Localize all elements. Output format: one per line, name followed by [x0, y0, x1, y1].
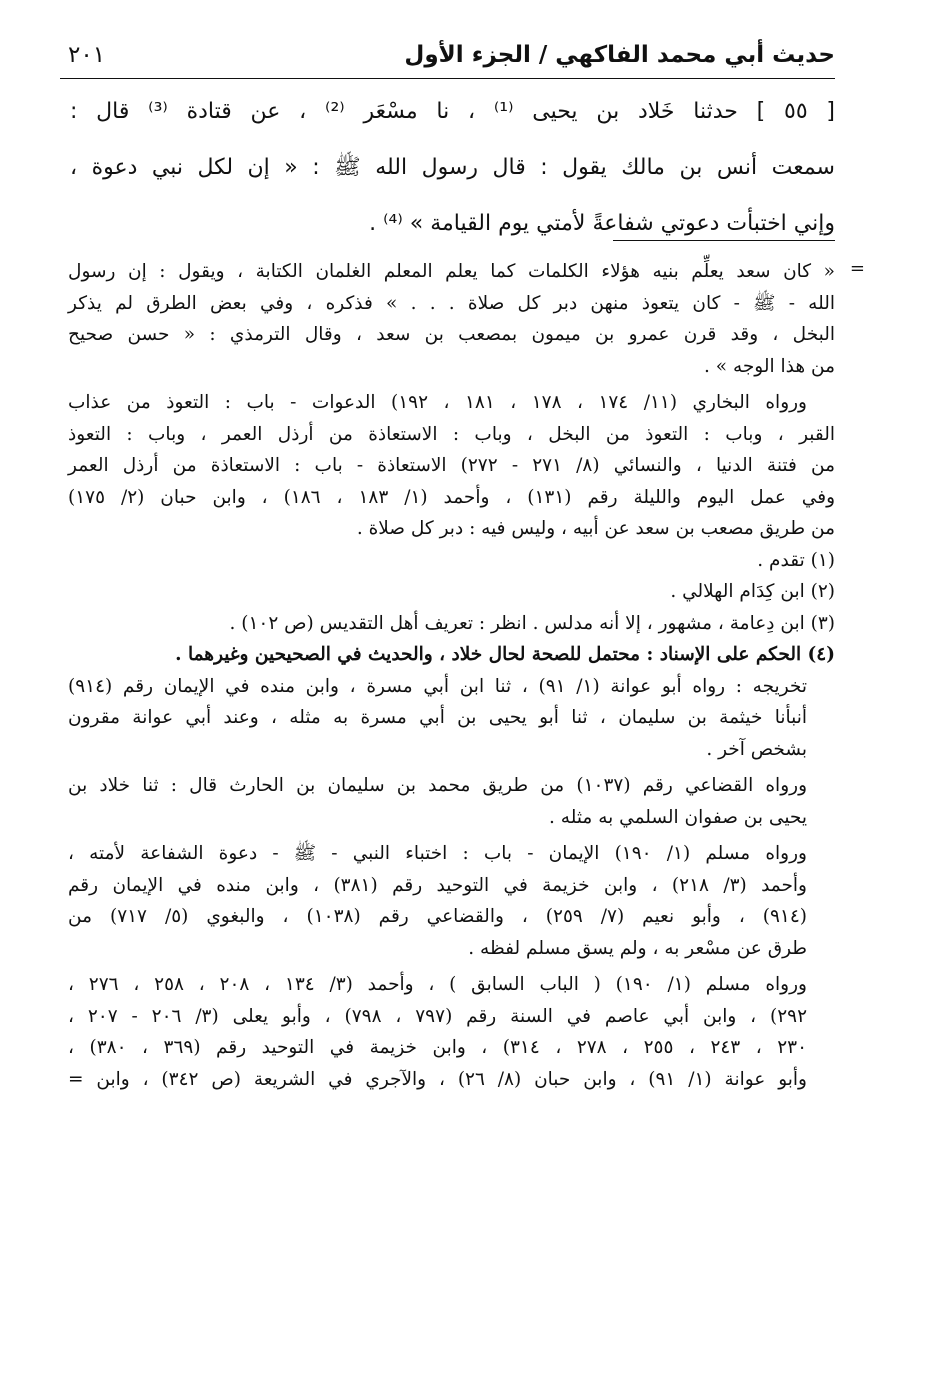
- footnote-line: « كان سعد يعلِّم بنيه هؤلاء الكلمات كما يعلم المعلم الغلمان الكتابة ، ويقول : إن رسول: [68, 261, 835, 282]
- footnote-line: ورواه البخاري (١١/ ١٧٤ ، ١٧٨ ، ١٨١ ، ١٩٢) الدعوات - باب : التعوذ من عذاب: [68, 392, 807, 413]
- footnote-line: وفي عمل اليوم والليلة رقم (١٣١) ، وأحمد (١/ ١٨٣ ، ١٨٦) ، وابن حبان (٢/ ١٧٥): [68, 486, 836, 508]
- page-header: [60, 38, 835, 79]
- running-title: حديث أبي محمد الفاكهي / الجزء الأول: [404, 42, 835, 68]
- hadith-text: [70, 84, 835, 252]
- footnote-line: ٢٩٢) ، وابن أبي عاصم في السنة رقم (٧٩٧ ، ٧٩٨) ، وأبو يعلى (٣/ ٢٠٦ - ٢٠٧ ،: [68, 1005, 808, 1027]
- footnote-2: (٢) ابن كِدَام الهلالي .: [670, 581, 835, 602]
- footnotes: [68, 256, 865, 1095]
- footnote-line: من فتنة الدنيا ، والنسائي (٨/ ٢٧١ - ٢٧٢) الاستعاذة - باب : الاستعاذة من أرذل العمر: [68, 455, 835, 476]
- footnote-3: (٣) ابن دِعامة ، مشهور ، إلا أنه مدلس . انظر : تعريف أهل التقديس (ص ١٠٢) .: [229, 612, 835, 634]
- footnote-4: (٤) الحكم على الإسناد : محتمل للصحة لحال خلاد ، والحديث في الصحيحين وغيرهما .: [175, 644, 835, 665]
- footnote-line: القبر ، وباب : التعوذ من البخل ، وباب : الاستعاذة من أرذل العمر ، وباب : التعوذ: [68, 423, 835, 445]
- footnote-line: من طريق مصعب بن سعد عن أبيه ، وليس فيه : دبر كل صلاة .: [356, 518, 835, 539]
- footnote-line: طرق عن مسْعر به ، ولم يسق مسلم لفظه .: [468, 937, 807, 959]
- footnote-line: تخريجه : رواه أبو عوانة (١/ ٩١) ، ثنا ابن أبي مسرة ، وابن منده في الإيمان رقم (٩١٤): [68, 675, 807, 697]
- footnote-line: ورواه مسلم (١/ ١٩٠) ( الباب السابق ) ، وأحمد (٣/ ١٣٤ ، ٢٠٨ ، ٢٥٨ ، ٢٧٦ ،: [68, 974, 807, 995]
- footnote-line: وأبو عوانة (١/ ٩١) ، وابن حبان (٨/ ٢٦) ، والآجري في الشريعة (ص ٣٤٢) ، وابن =: [68, 1068, 807, 1090]
- footnote-line: يحيى بن صفوان السلمي به مثله .: [549, 806, 807, 828]
- footnote-line: من هذا الوجه » .: [703, 355, 835, 377]
- continuation-mark: =: [849, 258, 865, 279]
- hadith-line: [ ٥٥ ] حدثنا خَلاد بن يحيى ⁽¹⁾ ، نا مسْعَر ⁽²⁾ ، عن قتادة ⁽³⁾ قال :: [70, 99, 835, 124]
- footnote-line: الله - ﷺ - كان يتعوذ منهن دبر كل صلاة . . . » فذكره ، وفي بعض الطرق لم يذكر: [68, 292, 835, 314]
- footnote-separator: [613, 240, 835, 241]
- footnote-line: وأحمد (٣/ ٢١٨) ، وابن خزيمة في التوحيد رقم (٣٨١) ، وابن منده في الإيمان رقم: [68, 874, 807, 896]
- footnote-line: بشخص آخر .: [706, 738, 807, 760]
- footnote-line: أنبأنا خيثمة بن سليمان ، ثنا أبو يحيى بن أبي مسرة به مثله ، وعند أبي عوانة مقرون: [68, 707, 807, 728]
- footnote-line: (٩١٤) ، وأبو نعيم (٧/ ٢٥٩) ، والقضاعي رقم (١٠٣٨) ، والبغوي (٥/ ٧١٧) من: [68, 906, 808, 927]
- hadith-line: وإني اختبأت دعوتي شفاعةً لأمتي يوم القيامة » ⁽⁴⁾ .: [369, 211, 835, 236]
- footnote-line: ورواه القضاعي رقم (١٠٣٧) من طريق محمد بن سليمان بن الحارث قال : ثنا خلاد بن: [68, 775, 807, 796]
- footnote-line: ورواه مسلم (١/ ١٩٠) الإيمان - باب : اختباء النبي - ﷺ - دعوة الشفاعة لأمته ،: [68, 843, 807, 864]
- footnote-1: (١) تقدم .: [757, 549, 835, 571]
- page-number: ٢٠١: [68, 42, 106, 68]
- footnote-line: البخل ، وقد قرن عمرو بن ميمون بمصعب بن سعد ، وقال الترمذي : « حسن صحيح: [68, 324, 835, 345]
- hadith-line: سمعت أنس بن مالك يقول : قال رسول الله ﷺ : « إن لكل نبي دعوة ،: [70, 155, 835, 180]
- footnote-line: ٢٣٠ ، ٢٤٣ ، ٢٥٥ ، ٢٧٨ ، ٣١٤) ، وابن خزيمة في التوحيد رقم (٣٦٩ ، ٣٨٠) ،: [68, 1037, 808, 1058]
